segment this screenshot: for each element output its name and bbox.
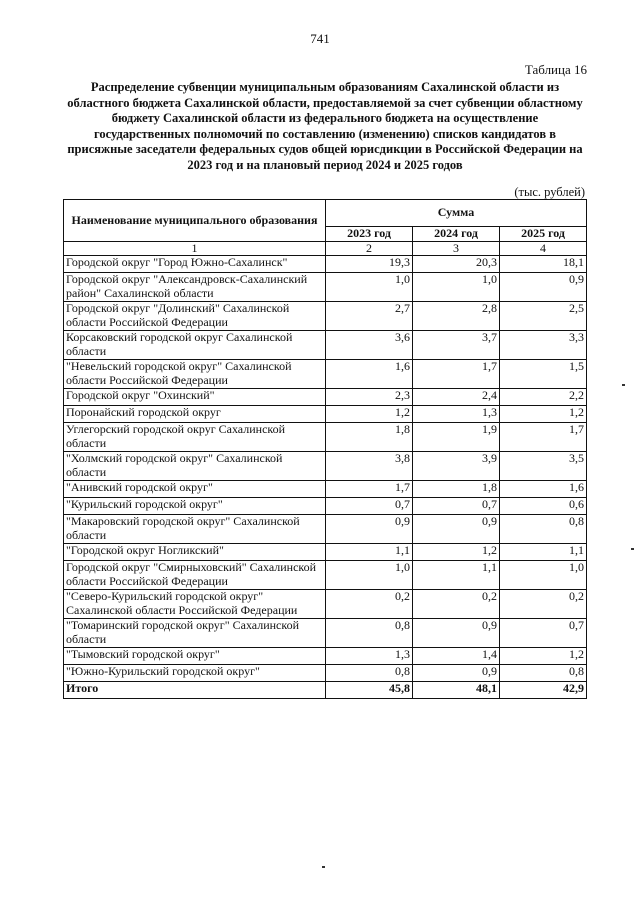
value-2024: 2,8: [413, 302, 500, 331]
scan-mark: [322, 866, 325, 868]
value-2025: 3,5: [500, 452, 587, 481]
municipality-name: Поронайский городской округ: [64, 406, 326, 423]
table-row: [64, 423, 587, 452]
units-label: (тыс. рублей): [514, 185, 585, 199]
value-2023: 2,7: [326, 302, 413, 331]
value-2023: 0,2: [326, 590, 413, 619]
value-2023: 0,9: [326, 515, 413, 544]
column-number: 4: [500, 241, 587, 256]
table-row: [64, 302, 587, 331]
value-2024: 1,0: [413, 273, 500, 302]
municipality-name: "Южно-Курильский городской округ": [64, 665, 326, 682]
header-year-2023: 2023 год: [326, 227, 413, 242]
municipality-name: Городской округ "Долинский" Сахалинской области Российской Федерации: [64, 302, 326, 331]
table-row: [64, 515, 587, 544]
value-2023: 0,8: [326, 619, 413, 648]
value-2025: 0,6: [500, 498, 587, 515]
header-name: Наименование муниципального образования: [64, 200, 326, 242]
value-2024: 1,7: [413, 360, 500, 389]
table-row: [64, 544, 587, 561]
value-2024: 0,9: [413, 515, 500, 544]
municipality-name: "Городской округ Ногликский": [64, 544, 326, 561]
table-row: [64, 648, 587, 665]
value-2024: 1,3: [413, 406, 500, 423]
value-2023: 1,1: [326, 544, 413, 561]
value-2024: 1,8: [413, 481, 500, 498]
document-title: Распределение субвенции муниципальным образованиям Сахалинской области из областного бюджета Сахалинской области, предоставляемой за счет субвенции областному бюджету Сахалинской области из федерального бюджета на осуществление государственных полномочий по составлению (изменению) списков кандидатов в присяжные заседатели федеральных судов общей юрисдикции в Российской Федерации на 2023 год и на плановый период 2024 и 2025 годов: [67, 80, 583, 172]
value-2023: 1,6: [326, 360, 413, 389]
value-2023: 1,0: [326, 273, 413, 302]
value-2024: 1,2: [413, 544, 500, 561]
value-2024: 0,9: [413, 619, 500, 648]
value-2024: 0,2: [413, 590, 500, 619]
value-2023: 2,3: [326, 389, 413, 406]
value-2025: 0,8: [500, 515, 587, 544]
value-2023: 1,0: [326, 561, 413, 590]
value-2024: 1,4: [413, 648, 500, 665]
value-2024: 0,9: [413, 665, 500, 682]
value-2025: 1,2: [500, 406, 587, 423]
municipality-name: Углегорский городской округ Сахалинской области: [64, 423, 326, 452]
subvention-table: [63, 199, 587, 699]
value-2023: 1,2: [326, 406, 413, 423]
value-2023: 1,8: [326, 423, 413, 452]
column-number: 3: [413, 241, 500, 256]
total-2025: 42,9: [500, 682, 587, 699]
header-year-2025: 2025 год: [500, 227, 587, 242]
municipality-name: "Томаринский городской округ" Сахалинской области: [64, 619, 326, 648]
table-row: [64, 561, 587, 590]
municipality-name: "Курильский городской округ": [64, 498, 326, 515]
table-row: [64, 452, 587, 481]
municipality-name: "Северо-Курильский городской округ" Сахалинской области Российской Федерации: [64, 590, 326, 619]
table-row: [64, 498, 587, 515]
total-row: [64, 682, 587, 699]
table-row: [64, 619, 587, 648]
scan-mark: [622, 384, 625, 386]
value-2025: 0,9: [500, 273, 587, 302]
value-2025: 1,2: [500, 648, 587, 665]
value-2024: 20,3: [413, 256, 500, 273]
table-row: [64, 331, 587, 360]
municipality-name: Городской округ "Город Южно-Сахалинск": [64, 256, 326, 273]
value-2023: 19,3: [326, 256, 413, 273]
value-2023: 0,7: [326, 498, 413, 515]
total-2023: 45,8: [326, 682, 413, 699]
value-2025: 0,2: [500, 590, 587, 619]
value-2025: 2,2: [500, 389, 587, 406]
column-number: 2: [326, 241, 413, 256]
table-row: [64, 590, 587, 619]
total-label: Итого: [64, 682, 326, 699]
column-number: 1: [64, 241, 326, 256]
value-2023: 1,7: [326, 481, 413, 498]
municipality-name: "Тымовский городской округ": [64, 648, 326, 665]
table-label: Таблица 16: [524, 62, 587, 77]
municipality-name: "Анивский городской округ": [64, 481, 326, 498]
municipality-name: "Макаровский городской округ" Сахалинской области: [64, 515, 326, 544]
municipality-name: Городской округ "Смирныховский" Сахалинской области Российской Федерации: [64, 561, 326, 590]
value-2025: 1,1: [500, 544, 587, 561]
table-row: [64, 389, 587, 406]
value-2025: 1,5: [500, 360, 587, 389]
municipality-name: Городской округ "Охинский": [64, 389, 326, 406]
value-2025: 1,6: [500, 481, 587, 498]
table-row: [64, 256, 587, 273]
table-row: [64, 406, 587, 423]
value-2025: 18,1: [500, 256, 587, 273]
value-2024: 3,7: [413, 331, 500, 360]
value-2025: 2,5: [500, 302, 587, 331]
value-2024: 3,9: [413, 452, 500, 481]
value-2025: 3,3: [500, 331, 587, 360]
municipality-name: "Невельский городской округ" Сахалинской области Российской Федерации: [64, 360, 326, 389]
value-2023: 3,8: [326, 452, 413, 481]
header-sum: Сумма: [326, 200, 587, 227]
municipality-name: Городской округ "Александровск-Сахалинский район" Сахалинской области: [64, 273, 326, 302]
header-year-2024: 2024 год: [413, 227, 500, 242]
table-row: [64, 481, 587, 498]
total-2024: 48,1: [413, 682, 500, 699]
table-row: [64, 360, 587, 389]
municipality-name: "Холмский городской округ" Сахалинской области: [64, 452, 326, 481]
value-2023: 1,3: [326, 648, 413, 665]
municipality-name: Корсаковский городской округ Сахалинской области: [64, 331, 326, 360]
value-2023: 0,8: [326, 665, 413, 682]
value-2024: 1,9: [413, 423, 500, 452]
value-2025: 0,7: [500, 619, 587, 648]
value-2023: 3,6: [326, 331, 413, 360]
page-number: 741: [310, 31, 330, 46]
value-2025: 0,8: [500, 665, 587, 682]
table-row: [64, 273, 587, 302]
value-2025: 1,0: [500, 561, 587, 590]
value-2024: 2,4: [413, 389, 500, 406]
value-2024: 0,7: [413, 498, 500, 515]
value-2025: 1,7: [500, 423, 587, 452]
scan-mark: [631, 548, 634, 550]
table-row: [64, 665, 587, 682]
value-2024: 1,1: [413, 561, 500, 590]
